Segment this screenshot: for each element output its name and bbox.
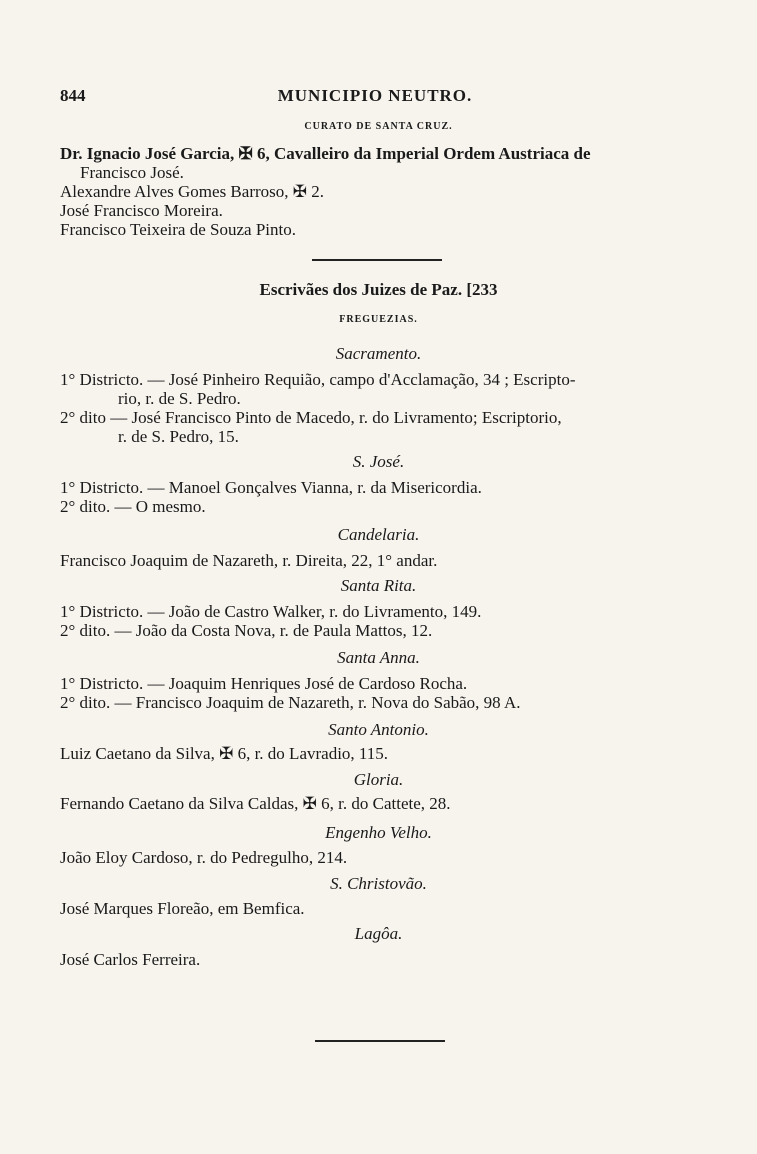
entry-line: José Carlos Ferreira.: [60, 950, 201, 969]
parish-name: S. José.: [352, 452, 405, 471]
entry-line: 1° Districto. — José Pinheiro Requião, campo d'Acclamação, 34 ; Escripto-: [60, 370, 576, 389]
entry-line: 1° Districto. — Joaquim Henriques José de Cardoso Rocha.: [60, 674, 468, 693]
entry-line: 2° dito. — O mesmo.: [60, 497, 206, 516]
curato-line: Dr. Ignacio José Garcia, ✠ 6, Cavalleiro da Imperial Ordem Austriaca de: [60, 144, 591, 163]
entry-line: Luiz Caetano da Silva, ✠ 6, r. do Lavradio, 115.: [60, 744, 389, 763]
parish-name: S. Christovão.: [330, 874, 427, 893]
section-divider: [312, 259, 442, 261]
entry-line: José Marques Floreão, em Bemfica.: [60, 899, 305, 918]
entry-line: rio, r. de S. Pedro.: [118, 389, 241, 408]
entry-line: 2° dito — José Francisco Pinto de Macedo, r. do Livramento; Escriptorio,: [60, 408, 562, 427]
parish-name: Gloria.: [353, 770, 404, 789]
escrivaes-title: Escrivães dos Juizes de Paz. [233: [259, 280, 498, 299]
curato-line: Francisco José.: [80, 163, 184, 182]
parish-name: Engenho Velho.: [325, 823, 432, 842]
curato-line: Francisco Teixeira de Souza Pinto.: [60, 220, 296, 239]
running-title: MUNICIPIO NEUTRO.: [277, 86, 473, 105]
entry-line: Francisco Joaquim de Nazareth, r. Direita, 22, 1° andar.: [60, 551, 438, 570]
entry-line: João Eloy Cardoso, r. do Pedregulho, 214.: [60, 848, 348, 867]
footer-divider: [315, 1040, 445, 1042]
page-header: [60, 86, 690, 110]
page-number: 844: [60, 86, 86, 105]
entry-line: r. de S. Pedro, 15.: [118, 427, 239, 446]
entry-line: 2° dito. — João da Costa Nova, r. de Paula Mattos, 12.: [60, 621, 433, 640]
parish-name: Lagôa.: [354, 924, 403, 943]
curato-title: CURATO DE SANTA CRUZ.: [304, 121, 453, 132]
curato-line: Alexandre Alves Gomes Barroso, ✠ 2.: [60, 182, 324, 201]
parish-name: Santa Anna.: [337, 648, 420, 667]
curato-line: José Francisco Moreira.: [60, 201, 223, 220]
entry-line: Fernando Caetano da Silva Caldas, ✠ 6, r. do Cattete, 28.: [60, 794, 451, 813]
entry-line: 1° Districto. — João de Castro Walker, r. do Livramento, 149.: [60, 602, 482, 621]
entry-line: 2° dito. — Francisco Joaquim de Nazareth, r. Nova do Sabão, 98 A.: [60, 693, 521, 712]
freguezias-subtitle: FREGUEZIAS.: [339, 314, 418, 325]
parish-name: Sacramento.: [335, 344, 422, 363]
parish-name: Santa Rita.: [340, 576, 417, 595]
parish-name: Santo Antonio.: [328, 720, 429, 739]
entry-line: 1° Districto. — Manoel Gonçalves Vianna, r. da Misericordia.: [60, 478, 482, 497]
parish-name: Candelaria.: [337, 525, 420, 544]
